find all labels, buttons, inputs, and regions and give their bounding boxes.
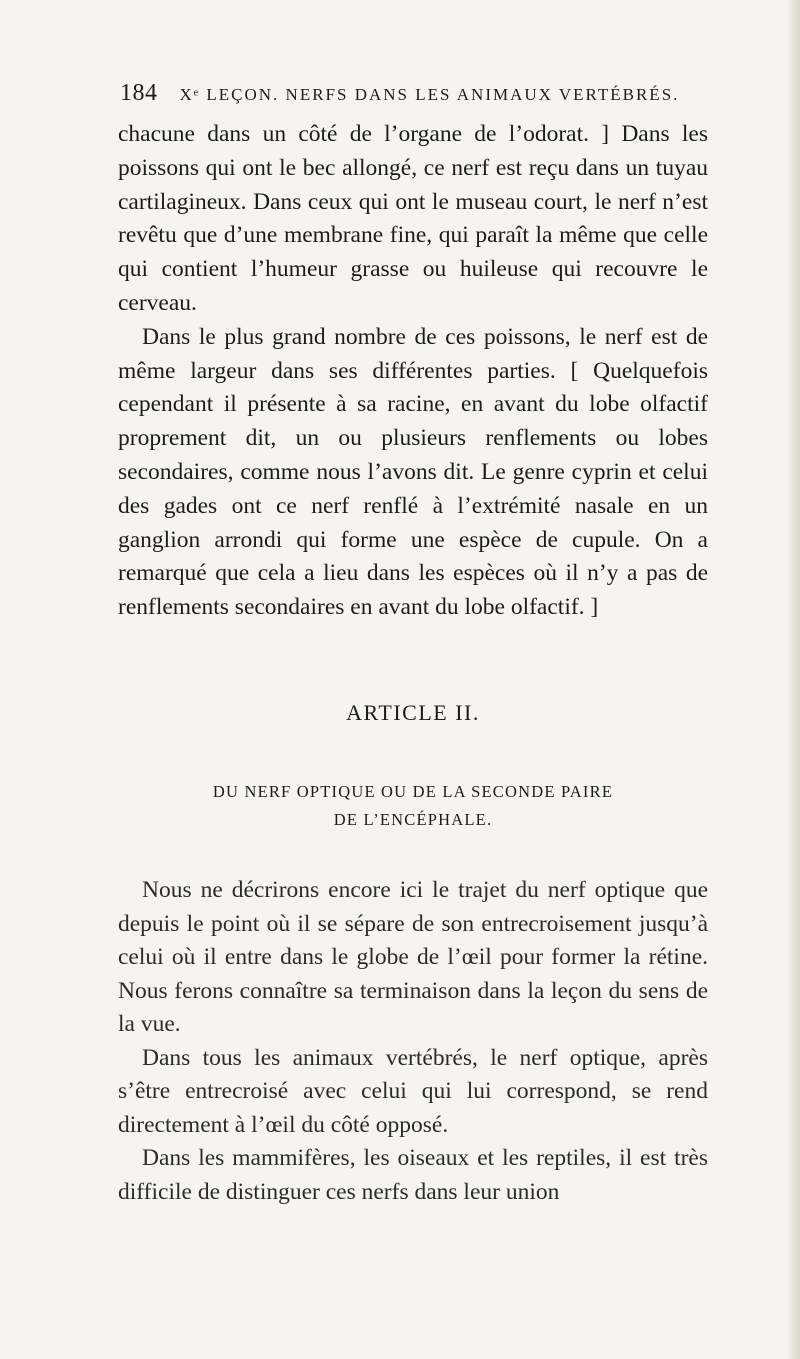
article-subtitle bbox=[118, 778, 708, 834]
page-edge bbox=[786, 0, 800, 1359]
paragraph: Dans le plus grand nombre de ces poissons, le nerf est de même largeur dans ses différentes parties. [ Quelquefois cependant il présente à sa racine, en avant du lobe olfactif proprement dit, un ou plusieurs renflements ou lobes secondaires, comme nous l’avons dit. Le genre cyprin et celui des gades ont ce nerf renflé à l’extrémité nasale en un ganglion arrondi qui forme une espèce de cupule. On a remarqué que cela a lieu dans les espèces où il n’y a pas de renflements secondaires en avant du lobe olfactif. ] bbox=[118, 323, 708, 621]
running-head bbox=[120, 80, 700, 107]
paragraph: chacune dans un côté de l’organe de l’odorat. ] Dans les poissons qui ont le bec allongé, ce nerf est reçu dans un tuyau cartilagineux. Dans ceux qui ont le museau court, le nerf n’est revêtu que d’une membrane fine, qui paraît la même que celle qui contient l’humeur grasse ou huileuse qui recouvre le cerveau. bbox=[118, 121, 708, 316]
article-body bbox=[118, 874, 708, 1209]
subtitle-line: DE L’ENCÉPHALE. bbox=[333, 810, 493, 829]
article-heading: ARTICLE II. bbox=[346, 700, 480, 725]
paragraph: Dans tous les animaux vertébrés, le nerf optique, après s’être entrecroisé avec celui qui lui correspond, se rend directement à l’œil du côté opposé. bbox=[118, 1044, 708, 1138]
page-number: 184 bbox=[120, 80, 158, 106]
running-head-title: Xᵉ LEÇON. NERFS DANS LES ANIMAUX VERTÉBRÉS. bbox=[179, 85, 680, 104]
body-text bbox=[118, 118, 708, 625]
paragraph: Dans les mammifères, les oiseaux et les reptiles, il est très difficile de distinguer ces nerfs dans leur union bbox=[118, 1145, 708, 1205]
paragraph: Nous ne décrirons encore ici le trajet du nerf optique que depuis le point où il se sépare de son entrecroisement jusqu’à celui où il entre dans le globe de l’œil pour former la rétine. Nous ferons connaître sa terminaison dans la leçon du sens de la vue. bbox=[118, 877, 708, 1037]
subtitle-line: DU NERF OPTIQUE OU DE LA SECONDE PAIRE bbox=[212, 782, 614, 801]
